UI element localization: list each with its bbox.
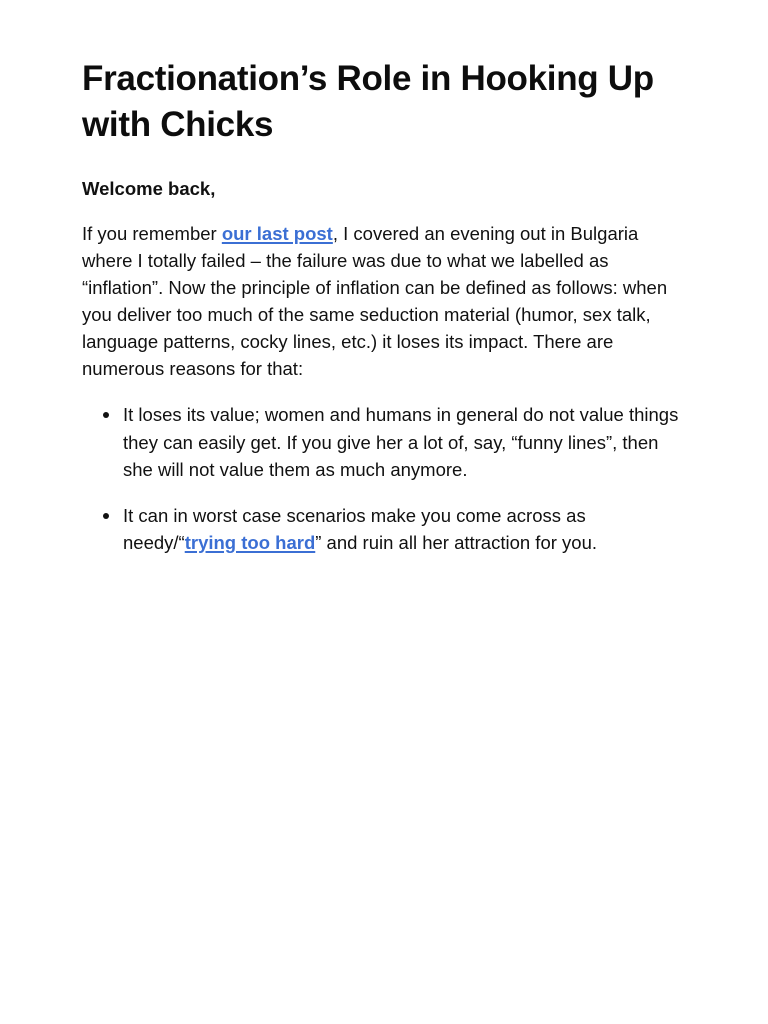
list-item-text: It loses its value; women and humans in general do not value things they can easily get. If you give her a lot of, say, “funny lines”, then she will not value them as much anymore. [123,404,679,480]
intro-text-end: , I covered an evening out in Bulgaria where I totally failed – the failure was due to what we labelled as “inflation”. Now the principle of inflation can be defined as follows: when you deliver too much of the same seduction material (humor, sex talk, language patterns, cocky lines, etc.) it loses its impact. There are numerous reasons for that: [82,223,668,379]
last-post-link[interactable]: our last post [221,223,333,244]
list-item [123,401,686,484]
intro-paragraph [82,220,686,382]
list-item-text-start: It can in worst case scenarios make you come across as needy/“ [123,504,586,553]
bullet-icon [103,412,109,418]
list-item [123,502,686,557]
intro-text-start: If you remember [82,223,222,244]
article-title: Fractionation’s Role in Hooking Up with Chicks [82,59,654,144]
bullet-icon [103,513,109,519]
trying-too-hard-link[interactable]: trying too hard [184,532,316,553]
greeting-text: Welcome back, [82,178,216,199]
list-item-text-end: ” and ruin all her attraction for you. [315,532,598,553]
reasons-list [82,401,686,557]
